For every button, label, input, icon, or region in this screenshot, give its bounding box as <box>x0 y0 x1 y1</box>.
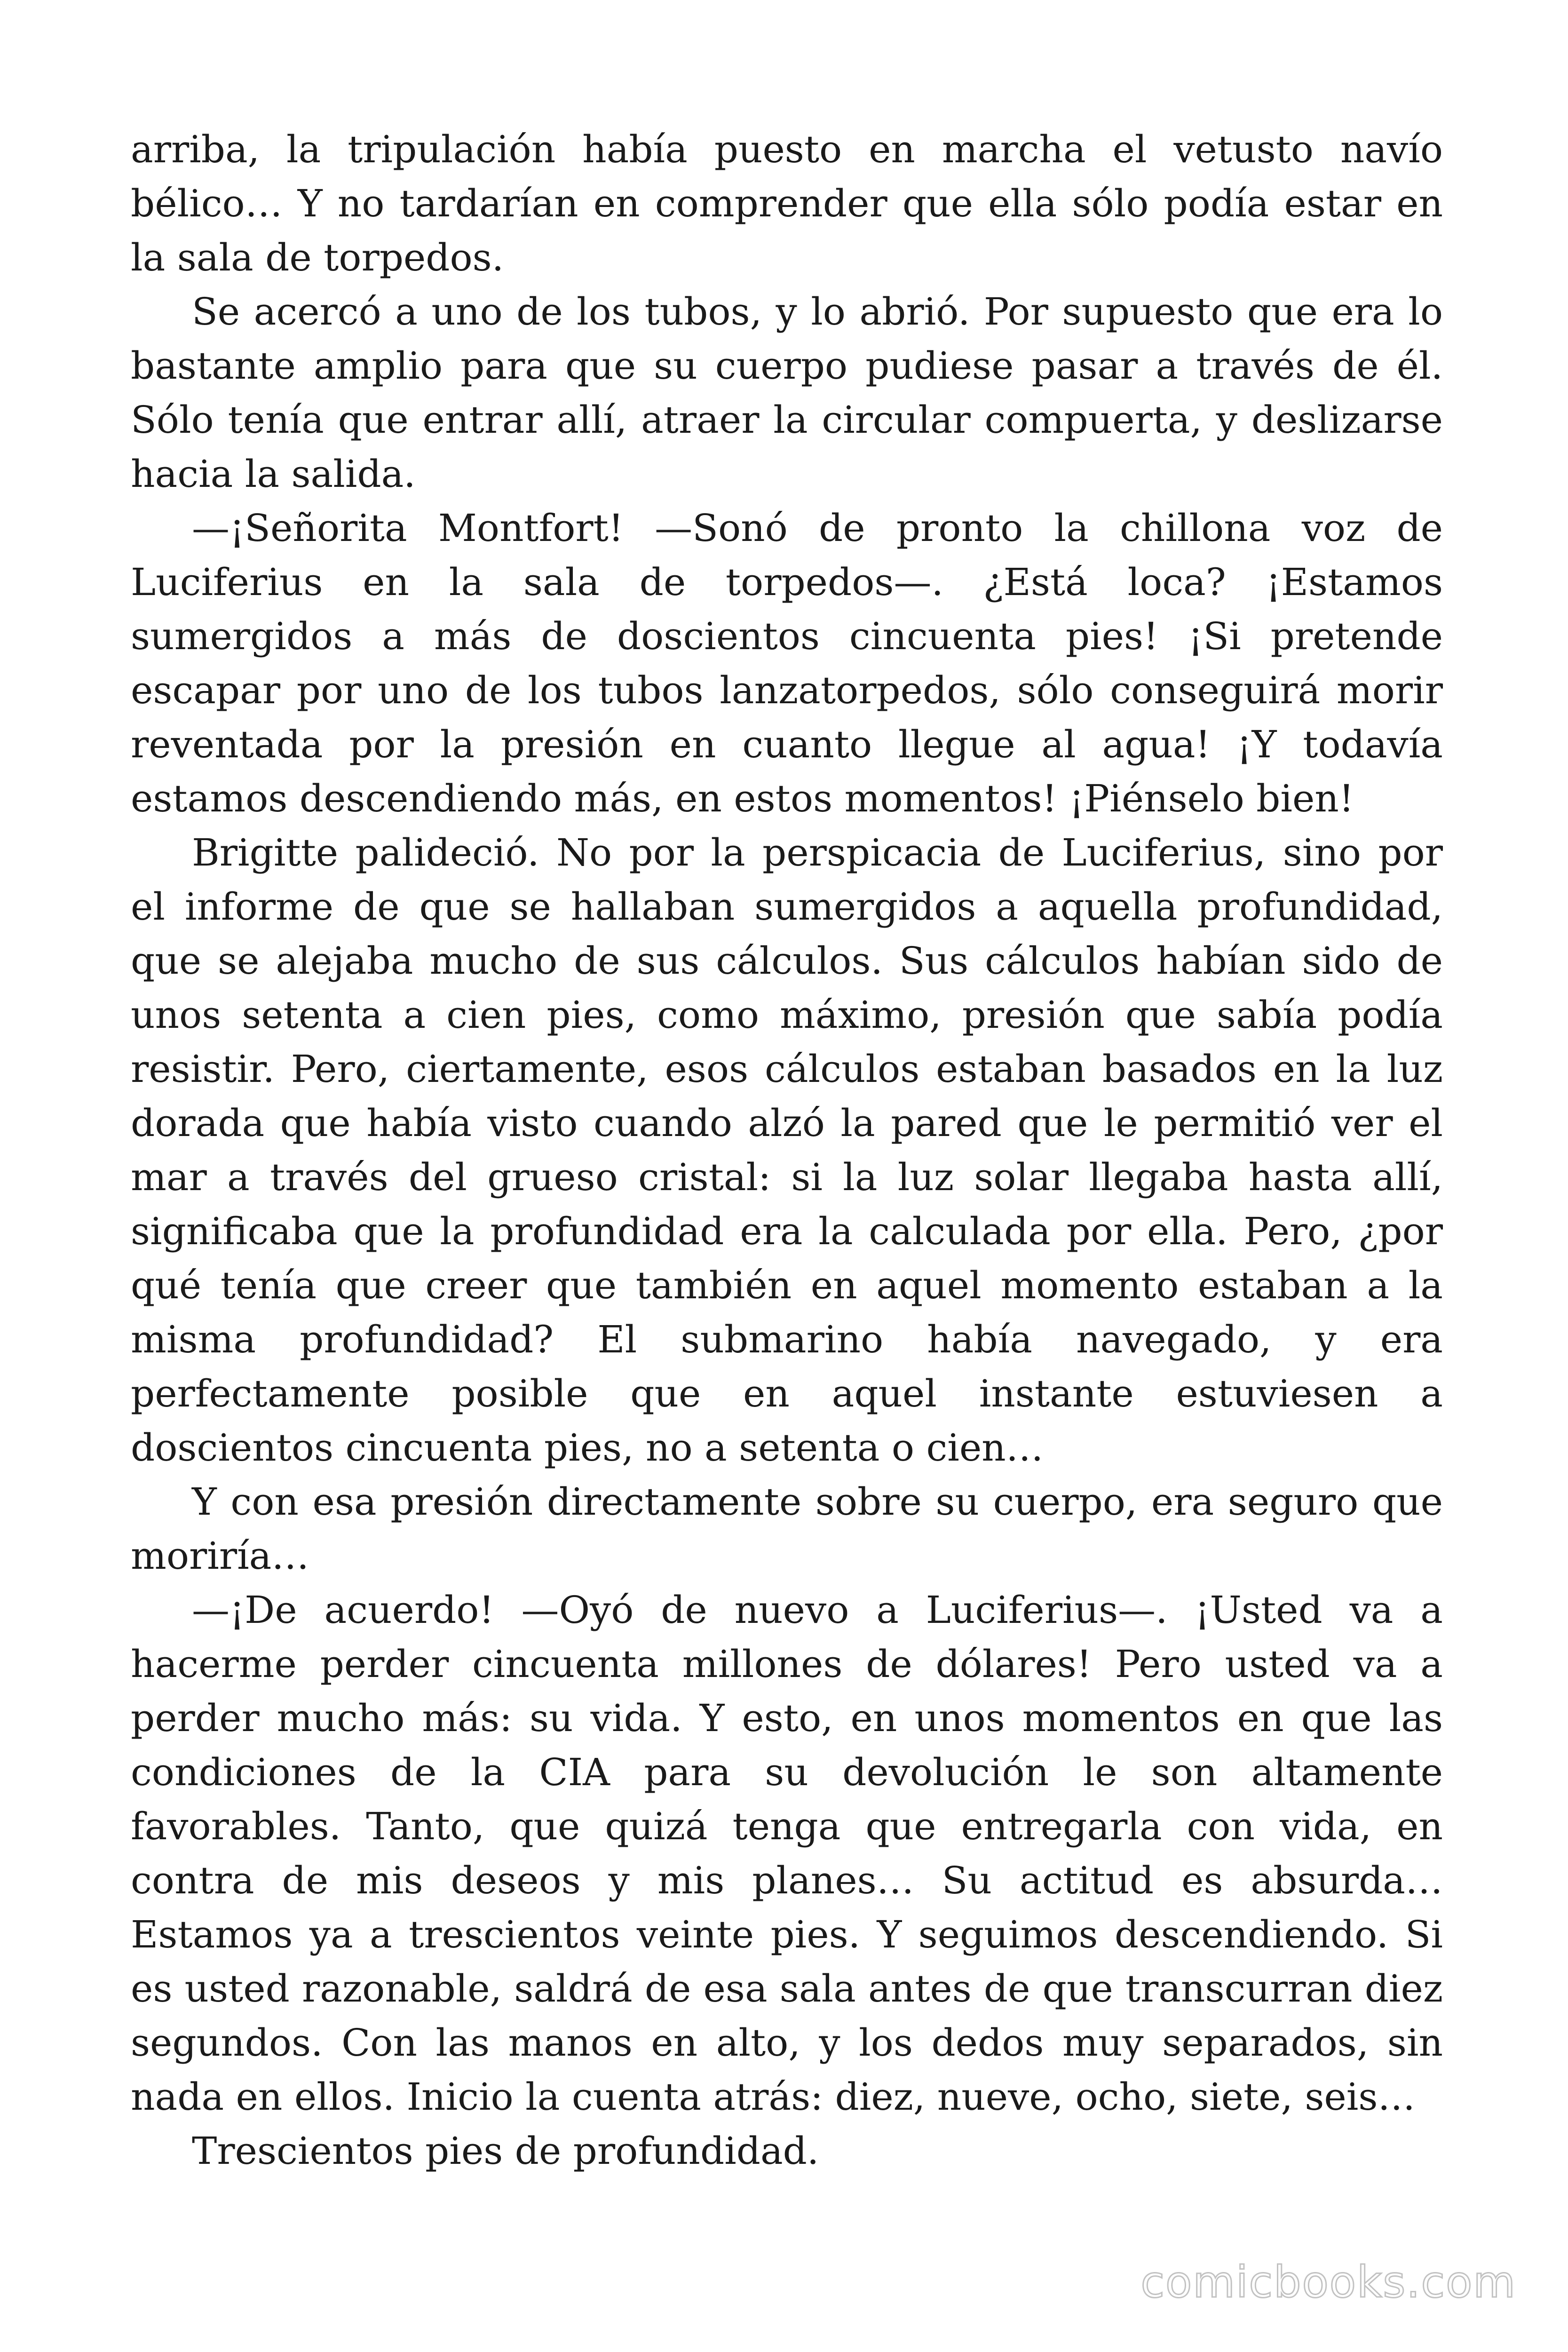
paragraph-7: Trescientos pies de profundidad. <box>192 2129 819 2173</box>
paragraph-2: Se acercó a uno de los tubos, y lo abrió. Por supuesto que era lo bastante amplio para que su cuerpo pudiese pasar a través de él. Sólo tenía que entrar allí, atraer la circular compuerta, y deslizarse hacia la salida. <box>131 290 1443 496</box>
paragraph-1: arriba, la tripulación había puesto en marcha el vetusto navío bélico… Y no tardarían en comprender que ella sólo podía estar en la sala de torpedos. <box>131 127 1443 279</box>
paragraph-5: Y con esa presión directamente sobre su cuerpo, era seguro que moriría… <box>131 1480 1443 1578</box>
paragraph-4: Brigitte palideció. No por la perspicacia de Luciferius, sino por el informe de que se hallaban sumergidos a aquella profundidad, que se alejaba mucho de sus cálculos. Sus cálculos habían sido de unos setenta a cien pies, como máximo, presión que sabía podía resistir. Pero, ciertamente, esos cálculos estaban basados en la luz dorada que había visto cuando alzó la pared que le permitió ver el mar a través del grueso cristal: si la luz solar llegaba hasta allí, significaba que la profundidad era la calculada por ella. Pero, ¿por qué tenía que creer que también en aquel momento estaban a la misma profundidad? El submarino había navegado, y era perfectamente posible que en aquel instante estuviesen a doscientos cincuenta pies, no a setenta o cien… <box>131 831 1443 1470</box>
paragraph-3: —¡Señorita Montfort! —Sonó de pronto la chillona voz de Luciferius en la sala de torpedos—. ¿Está loca? ¡Estamos sumergidos a más de doscientos cincuenta pies! ¡Si pretende escapar por uno de los tubos lanzatorpedos, sólo conseguirá morir reventada por la presión en cuanto llegue al agua! ¡Y todavía estamos descendiendo más, en estos momentos! ¡Piénselo bien! <box>131 506 1443 820</box>
watermark: comicbooks.com <box>1140 2257 1516 2307</box>
book-page-text <box>131 122 1443 2178</box>
paragraph-6: —¡De acuerdo! —Oyó de nuevo a Luciferius—. ¡Usted va a hacerme perder cincuenta millones de dólares! Pero usted va a perder mucho más: su vida. Y esto, en unos momentos en que las condiciones de la CIA para su devolución le son altamente favorables. Tanto, que quizá tenga que entregarla con vida, en contra de mis deseos y mis planes… Su actitud es absurda… Estamos ya a trescientos veinte pies. Y seguimos descendiendo. Si es usted razonable, saldrá de esa sala antes de que transcurran diez segundos. Con las manos en alto, y los dedos muy separados, sin nada en ellos. Inicio la cuenta atrás: diez, nueve, ocho, siete, seis… <box>131 1588 1443 2119</box>
